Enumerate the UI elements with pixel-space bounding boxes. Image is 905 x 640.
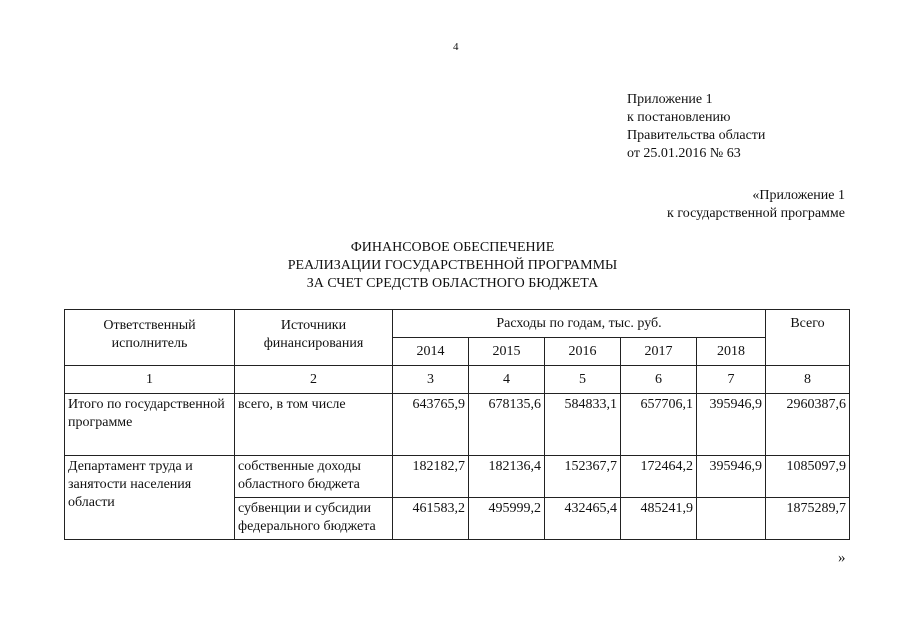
header-year: 2016 <box>545 338 621 366</box>
executor-cell: Итого по государственной программе <box>65 394 235 456</box>
table-row <box>65 456 850 498</box>
value-cell: 395946,9 <box>697 456 766 498</box>
value-cell: 495999,2 <box>469 498 545 540</box>
value-cell: 643765,9 <box>393 394 469 456</box>
document-title <box>0 239 905 293</box>
column-number: 5 <box>545 366 621 394</box>
value-cell: 172464,2 <box>621 456 697 498</box>
value-cell: 461583,2 <box>393 498 469 540</box>
closing-quote: » <box>838 550 846 566</box>
value-cell: 152367,7 <box>545 456 621 498</box>
header-year: 2015 <box>469 338 545 366</box>
column-number: 4 <box>469 366 545 394</box>
header-year: 2017 <box>621 338 697 366</box>
value-cell: 485241,9 <box>621 498 697 540</box>
value-cell: 432465,4 <box>545 498 621 540</box>
column-number: 3 <box>393 366 469 394</box>
table-row <box>65 394 850 456</box>
value-cell: 182136,4 <box>469 456 545 498</box>
column-number: 7 <box>697 366 766 394</box>
header-executor: Ответственный исполнитель <box>65 310 235 366</box>
value-cell: 395946,9 <box>697 394 766 456</box>
column-number: 8 <box>766 366 850 394</box>
source-cell: собственные доходы областного бюджета <box>235 456 393 498</box>
total-cell: 1085097,9 <box>766 456 850 498</box>
value-cell: 182182,7 <box>393 456 469 498</box>
executor-cell: Департамент труда и занятости населения области <box>65 456 235 540</box>
title-line-2: РЕАЛИЗАЦИИ ГОСУДАРСТВЕННОЙ ПРОГРАММЫ <box>287 258 618 273</box>
attachment-header <box>627 91 765 163</box>
appendix-ref-line-1: «Приложение 1 <box>752 188 845 203</box>
column-number: 2 <box>235 366 393 394</box>
source-cell: субвенции и субсидии федерального бюджета <box>235 498 393 540</box>
column-number: 1 <box>65 366 235 394</box>
budget-table <box>64 309 850 540</box>
value-cell: 584833,1 <box>545 394 621 456</box>
header-year: 2014 <box>393 338 469 366</box>
value-cell <box>697 498 766 540</box>
header-year: 2018 <box>697 338 766 366</box>
total-cell: 1875289,7 <box>766 498 850 540</box>
attachment-line-3: Правительства области <box>627 128 766 143</box>
appendix-ref-line-2: к государственной программе <box>667 206 845 221</box>
page-number: 4 <box>453 41 459 53</box>
total-cell: 2960387,6 <box>766 394 850 456</box>
value-cell: 657706,1 <box>621 394 697 456</box>
attachment-line-2: к постановлению <box>627 110 731 125</box>
column-number: 6 <box>621 366 697 394</box>
appendix-reference <box>667 187 845 223</box>
source-cell: всего, в том числе <box>235 394 393 456</box>
title-line-3: ЗА СЧЕТ СРЕДСТВ ОБЛАСТНОГО БЮДЖЕТА <box>306 276 599 291</box>
title-line-1: ФИНАНСОВОЕ ОБЕСПЕЧЕНИЕ <box>350 240 555 255</box>
attachment-line-1: Приложение 1 <box>627 92 713 107</box>
header-expenses: Расходы по годам, тыс. руб. <box>393 310 766 338</box>
header-total: Всего <box>766 310 850 366</box>
header-source: Источники финансирования <box>235 310 393 366</box>
value-cell: 678135,6 <box>469 394 545 456</box>
attachment-line-4: от 25.01.2016 № 63 <box>627 146 741 161</box>
